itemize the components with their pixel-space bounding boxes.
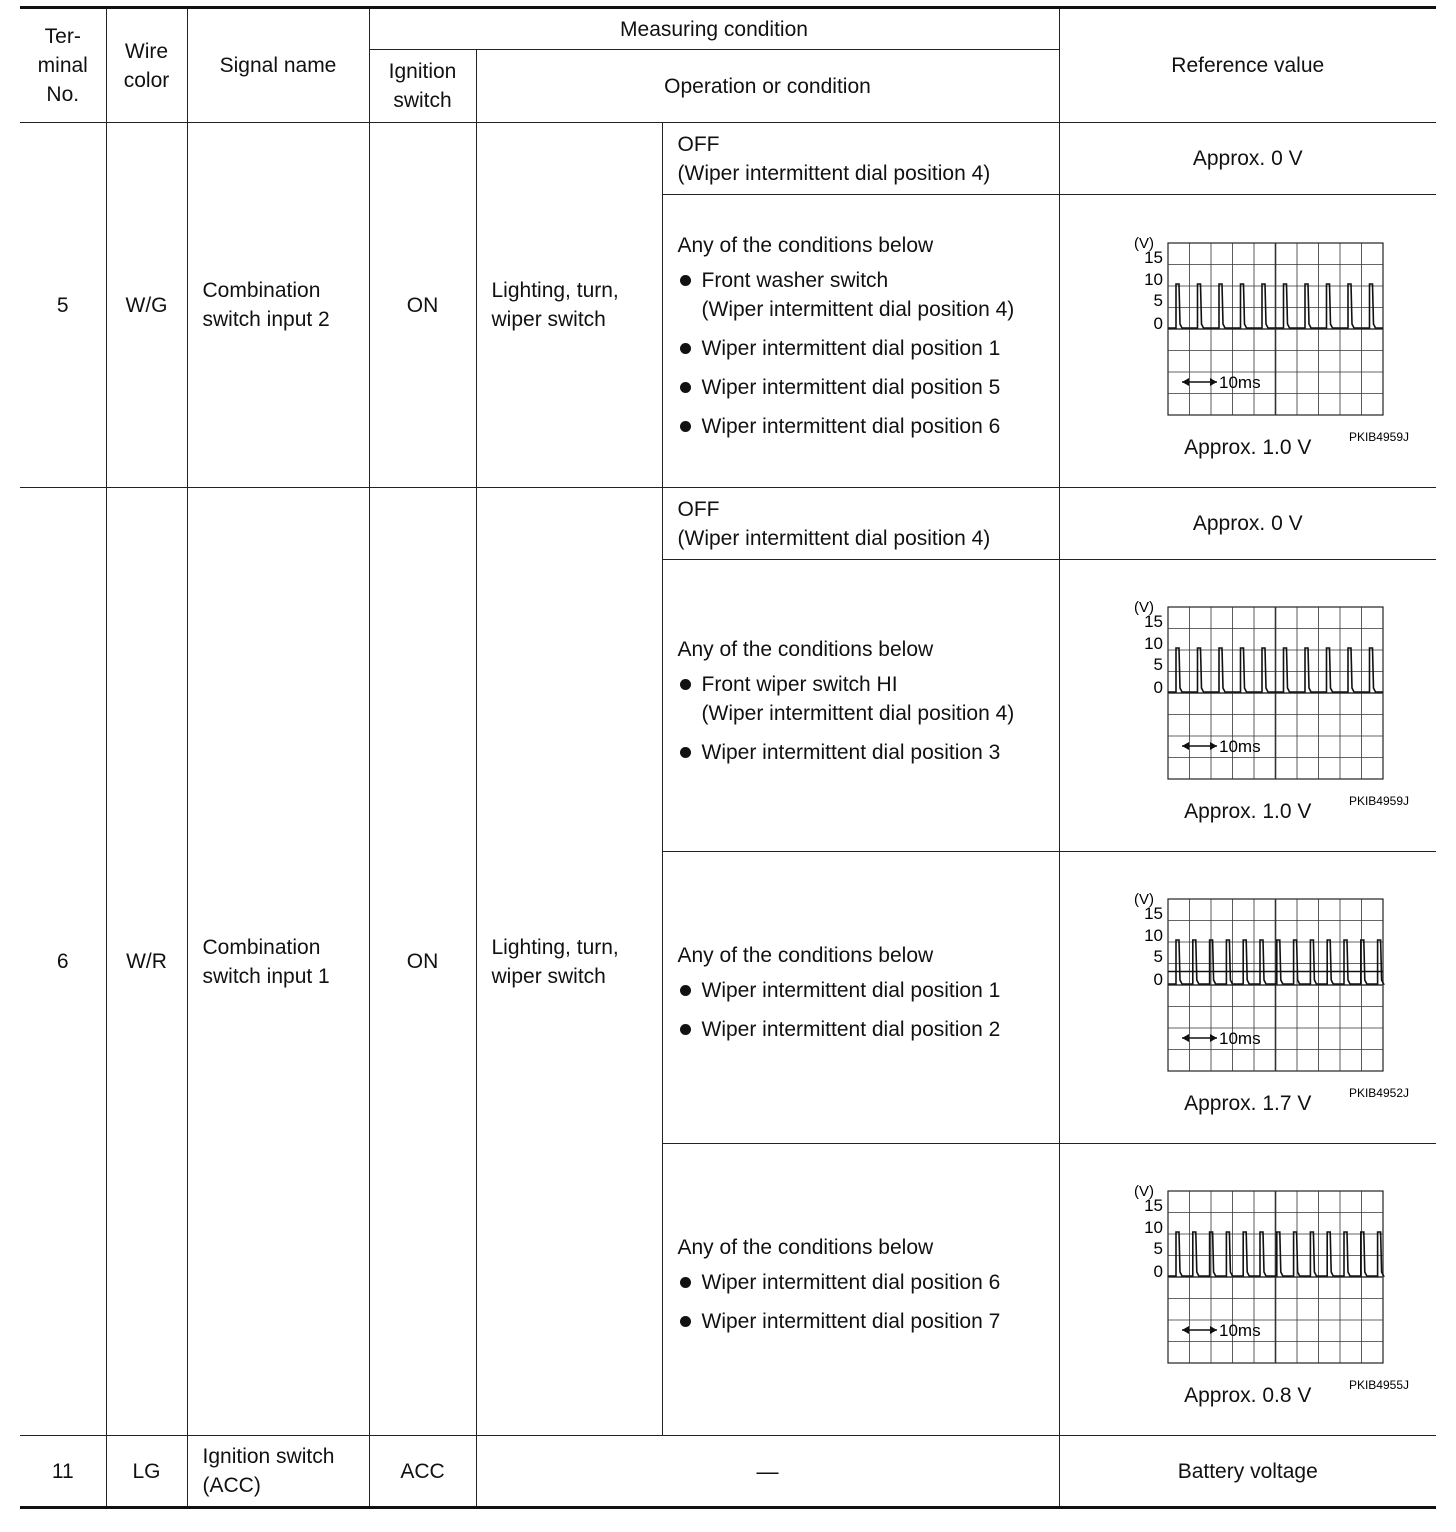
ignition-switch: ON [369, 488, 476, 1436]
header-wire-color: Wire color [106, 8, 187, 123]
scope-figure-code: PKIB4959J [1348, 429, 1409, 444]
header-signal-name: Signal name [187, 8, 369, 123]
scope-time-label: 10ms [1218, 737, 1261, 756]
reference-value [1059, 852, 1436, 1144]
reference-value [1059, 195, 1436, 488]
condition-cell: Any of the conditions below Front wiper switch HI (Wiper intermittent dial position 4) Wiper intermittent dial position 3 [662, 560, 1059, 852]
ignition-switch: ON [369, 123, 476, 488]
condition-bullet: Wiper intermittent dial position 3 [678, 738, 1051, 767]
condition-bullet: Wiper intermittent dial position 1 [678, 976, 1051, 1005]
scope-unit-label: (V) [1133, 1183, 1154, 1200]
scope-tick-label: 10 [1143, 269, 1163, 289]
scope-tick-label: 0 [1153, 1262, 1163, 1281]
scope-tick-label: 5 [1153, 1239, 1163, 1258]
reference-value: Approx. 0 V [1059, 488, 1436, 560]
condition-bullet: Wiper intermittent dial position 6 [678, 1268, 1051, 1297]
terminal-number: 5 [20, 123, 106, 488]
table-row [20, 488, 1436, 560]
scope-tick-label: 0 [1153, 313, 1163, 333]
signal-name: Combination switch input 1 [187, 488, 369, 1436]
reference-value: Approx. 0 V [1059, 123, 1436, 195]
reference-value [1059, 560, 1436, 852]
condition-bullet: Wiper intermittent dial position 7 [678, 1307, 1051, 1336]
condition-cell: Any of the conditions below Front washer switch (Wiper intermittent dial position 4) Wiper intermittent dial position 1 Wiper intermittent dial position 5 Wiper intermittent dial position 6 [662, 195, 1059, 488]
ignition-switch: ACC [369, 1436, 476, 1508]
approx-value: Approx. 1.0 V [1184, 800, 1312, 823]
terminal-number: 11 [20, 1436, 106, 1508]
condition-bullet: Wiper intermittent dial position 6 [678, 412, 1051, 441]
condition-bullet: Wiper intermittent dial position 1 [678, 334, 1051, 363]
condition-cell: Any of the conditions below Wiper intermittent dial position 1 Wiper intermittent dial position 2 [662, 852, 1059, 1144]
scope-tick-label: 10 [1143, 634, 1163, 653]
condition-cell: Any of the conditions below Wiper intermittent dial position 6 Wiper intermittent dial position 7 [662, 1144, 1059, 1436]
table-row [20, 1436, 1436, 1508]
reference-value [1059, 1144, 1436, 1436]
oscilloscope-waveform [1098, 877, 1409, 1100]
reference-value: Battery voltage [1059, 1436, 1436, 1508]
header-ignition-switch: Ignition switch [369, 50, 476, 123]
wire-color: W/G [106, 123, 187, 488]
oscilloscope-waveform [1098, 585, 1409, 808]
scope-tick-label: 5 [1153, 947, 1163, 966]
scope-tick-label: 0 [1153, 678, 1163, 697]
condition-cell: OFF (Wiper intermittent dial position 4) [662, 488, 1059, 560]
wire-color: W/R [106, 488, 187, 1436]
condition-bullet: Wiper intermittent dial position 5 [678, 373, 1051, 402]
operation: — [476, 1436, 1059, 1508]
operation: Lighting, turn, wiper switch [476, 123, 662, 488]
scope-figure-code: PKIB4952J [1348, 1086, 1409, 1100]
scope-figure-code: PKIB4959J [1348, 794, 1409, 808]
scope-unit-label: (V) [1133, 891, 1154, 908]
approx-value: Approx. 1.0 V [1184, 435, 1312, 459]
scope-tick-label: 10 [1143, 1218, 1163, 1237]
scope-figure-code: PKIB4955J [1348, 1378, 1409, 1392]
condition-cell: OFF (Wiper intermittent dial position 4) [662, 123, 1059, 195]
scope-tick-label: 15 [1143, 904, 1163, 923]
operation: Lighting, turn, wiper switch [476, 488, 662, 1436]
scope-tick-label: 10 [1143, 926, 1163, 945]
scope-tick-label: 15 [1143, 1196, 1163, 1215]
oscilloscope-waveform [1098, 221, 1409, 444]
scope-tick-label: 0 [1153, 970, 1163, 989]
scope-tick-label: 15 [1143, 612, 1163, 631]
condition-bullet: Front washer switch (Wiper intermittent dial position 4) [678, 266, 1051, 324]
header-measuring-condition: Measuring condition [369, 8, 1059, 50]
header-operation-condition: Operation or condition [476, 50, 1059, 123]
header-reference-value: Reference value [1059, 8, 1436, 123]
signal-name: Combination switch input 2 [187, 123, 369, 488]
terminal-number: 6 [20, 488, 106, 1436]
scope-time-label: 10ms [1218, 1321, 1261, 1340]
scope-tick-label: 15 [1143, 247, 1163, 267]
wire-color: LG [106, 1436, 187, 1508]
condition-bullet: Front wiper switch HI (Wiper intermittent dial position 4) [678, 670, 1051, 728]
scope-time-label: 10ms [1218, 1029, 1261, 1048]
approx-value: Approx. 1.7 V [1184, 1092, 1312, 1115]
table-row [20, 123, 1436, 195]
condition-bullet: Wiper intermittent dial position 2 [678, 1015, 1051, 1044]
scope-time-label: 10ms [1218, 372, 1261, 392]
signal-name: Ignition switch (ACC) [187, 1436, 369, 1508]
terminal-reference-table [20, 6, 1436, 1509]
scope-tick-label: 5 [1153, 290, 1163, 310]
header-terminal: Ter- minal No. [20, 8, 106, 123]
scope-unit-label: (V) [1133, 599, 1154, 616]
scope-tick-label: 5 [1153, 655, 1163, 674]
scope-unit-label: (V) [1133, 234, 1154, 252]
oscilloscope-waveform [1098, 1169, 1409, 1392]
approx-value: Approx. 0.8 V [1184, 1384, 1312, 1407]
